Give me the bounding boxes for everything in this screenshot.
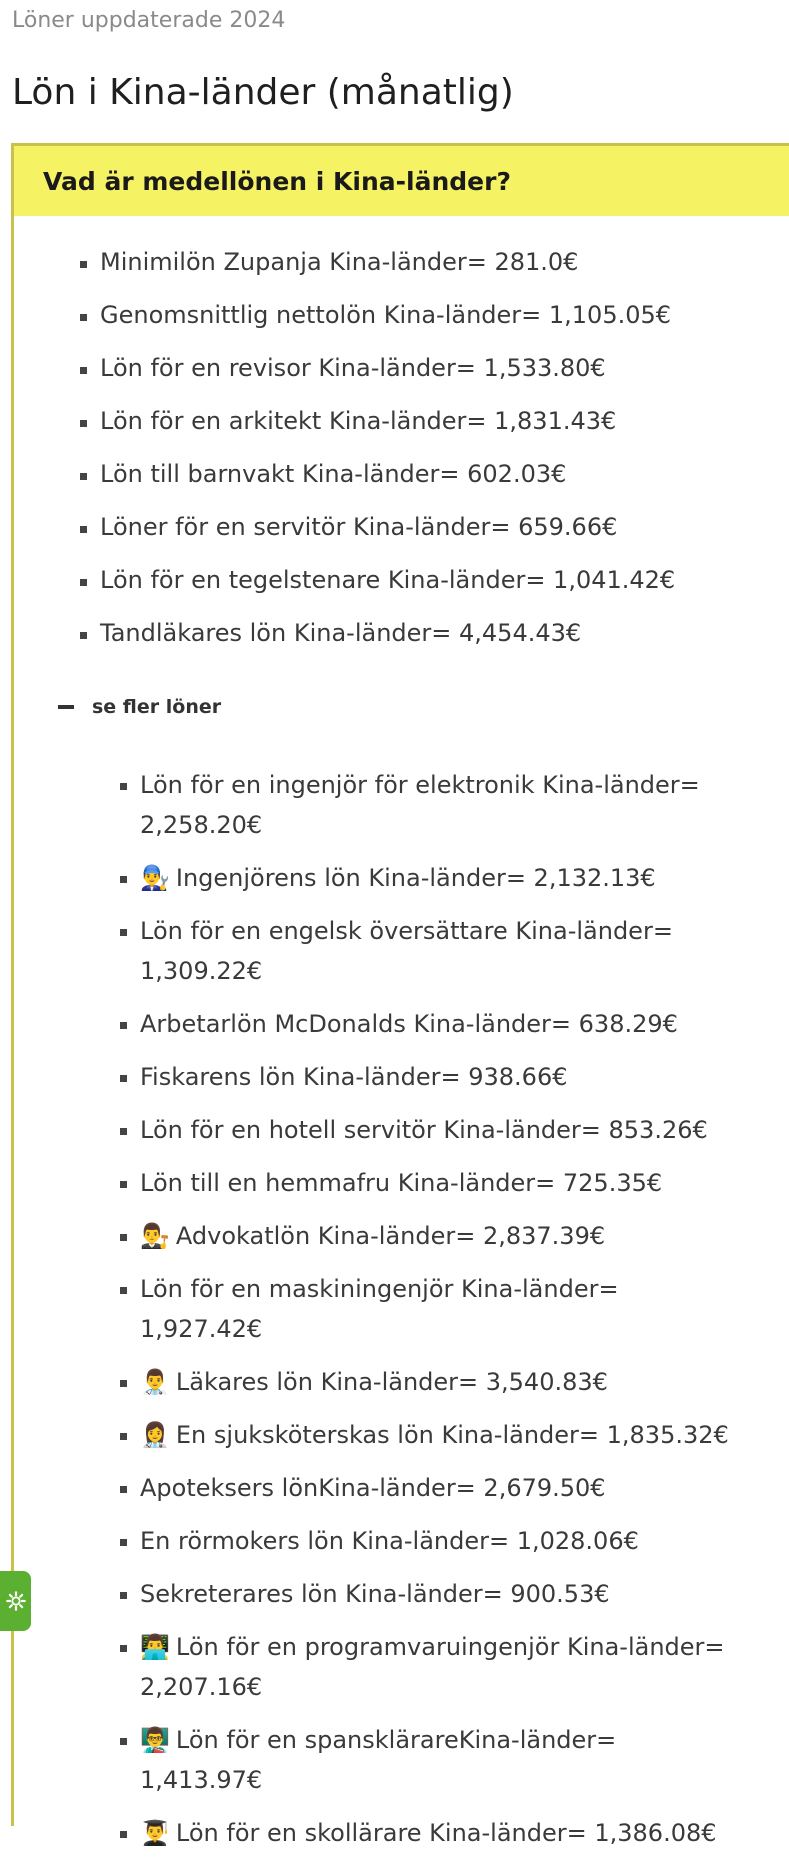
- settings-tab[interactable]: [0, 1571, 31, 1631]
- judge-emoji-icon: 👨‍⚖️: [140, 1222, 170, 1250]
- list-item-text: Lön för en ingenjör för elektronik Kina-länder= 2,258.20€: [140, 771, 700, 839]
- list-item-text: Ingenjörens lön Kina-länder= 2,132.13€: [175, 864, 656, 892]
- list-item-text: Fiskarens lön Kina-länder= 938.66€: [140, 1063, 568, 1091]
- nurse-emoji-icon: 👩‍⚕️: [140, 1421, 170, 1449]
- mechanic-emoji-icon: 👨‍🔧: [140, 864, 170, 892]
- list-item-text: Lön för en maskiningenjör Kina-länder= 1,927.42€: [140, 1275, 619, 1343]
- list-item-text: Lön till en hemmafru Kina-länder= 725.35€: [140, 1169, 663, 1197]
- salary-box-header: [14, 146, 789, 216]
- teacher-emoji-icon: 👨‍🏫: [140, 1726, 170, 1754]
- list-item-text: Lön för en skollärare Kina-länder= 1,386.08€: [175, 1819, 717, 1847]
- list-item: Tandläkares lön Kina-länder= 4,454.43€: [14, 617, 675, 670]
- list-item: [14, 1574, 730, 1627]
- page-title: Lön i Kina-länder (månatlig): [12, 72, 514, 113]
- list-item: [14, 1110, 730, 1163]
- list-item: Lön för en revisor Kina-länder= 1,533.80€: [14, 352, 675, 405]
- list-item-text: Advokatlön Kina-länder= 2,837.39€: [175, 1222, 606, 1250]
- list-item-text: Lön för en hotell servitör Kina-länder= 853.26€: [140, 1116, 708, 1144]
- list-item: [14, 1163, 730, 1216]
- list-item-text: Lön för en programvaruingenjör Kina-länder= 2,207.16€: [140, 1633, 725, 1701]
- list-item-text: Sekreterares lön Kina-länder= 900.53€: [140, 1580, 610, 1608]
- more-salary-list: [14, 765, 730, 1866]
- list-item: [14, 765, 730, 858]
- list-item-text: Läkares lön Kina-länder= 3,540.83€: [175, 1368, 608, 1396]
- list-item-text: En rörmokers lön Kina-länder= 1,028.06€: [140, 1527, 639, 1555]
- list-item: [14, 1720, 730, 1813]
- see-more-label: se fler löner: [92, 696, 222, 718]
- list-item-text: Arbetarlön McDonalds Kina-länder= 638.29€: [140, 1010, 678, 1038]
- list-item: [14, 1813, 730, 1866]
- list-item: Lön till barnvakt Kina-länder= 602.03€: [14, 458, 675, 511]
- salary-box-title: Vad är medellönen i Kina-länder?: [43, 166, 511, 196]
- student-emoji-icon: 👨‍🎓: [140, 1819, 170, 1847]
- minus-icon: [58, 705, 74, 709]
- list-item: [14, 1627, 730, 1720]
- list-item: [14, 1468, 730, 1521]
- updated-label: Löner uppdaterade 2024: [12, 8, 286, 33]
- list-item: [14, 858, 730, 911]
- list-item: [14, 1415, 730, 1468]
- list-item: Minimilön Zupanja Kina-länder= 281.0€: [14, 246, 675, 299]
- list-item: [14, 1216, 730, 1269]
- list-item: [14, 1004, 730, 1057]
- list-item: Löner för en servitör Kina-länder= 659.66€: [14, 511, 675, 564]
- list-item: [14, 1057, 730, 1110]
- doctor-emoji-icon: 👨‍⚕️: [140, 1368, 170, 1396]
- salary-box: [11, 143, 789, 1847]
- list-item-text: Lön för en engelsk översättare Kina-länder= 1,309.22€: [140, 917, 673, 985]
- list-item: [14, 1269, 730, 1362]
- technologist-emoji-icon: 👨‍💻: [140, 1633, 170, 1661]
- list-item: Lön för en arkitekt Kina-länder= 1,831.43€: [14, 405, 675, 458]
- see-more-toggle[interactable]: [44, 696, 221, 718]
- list-item-text: Lön för en spansklärareKina-länder= 1,413.97€: [140, 1726, 617, 1794]
- list-item: [14, 911, 730, 1004]
- gear-icon: [5, 1590, 27, 1612]
- list-item: Lön för en tegelstenare Kina-länder= 1,041.42€: [14, 564, 675, 617]
- salary-list: [14, 246, 675, 670]
- list-item-text: En sjuksköterskas lön Kina-länder= 1,835.32€: [175, 1421, 729, 1449]
- list-item: [14, 1362, 730, 1415]
- list-item: Genomsnittlig nettolön Kina-länder= 1,105.05€: [14, 299, 675, 352]
- list-item-text: Apoteksers lönKina-länder= 2,679.50€: [140, 1474, 606, 1502]
- list-item: [14, 1521, 730, 1574]
